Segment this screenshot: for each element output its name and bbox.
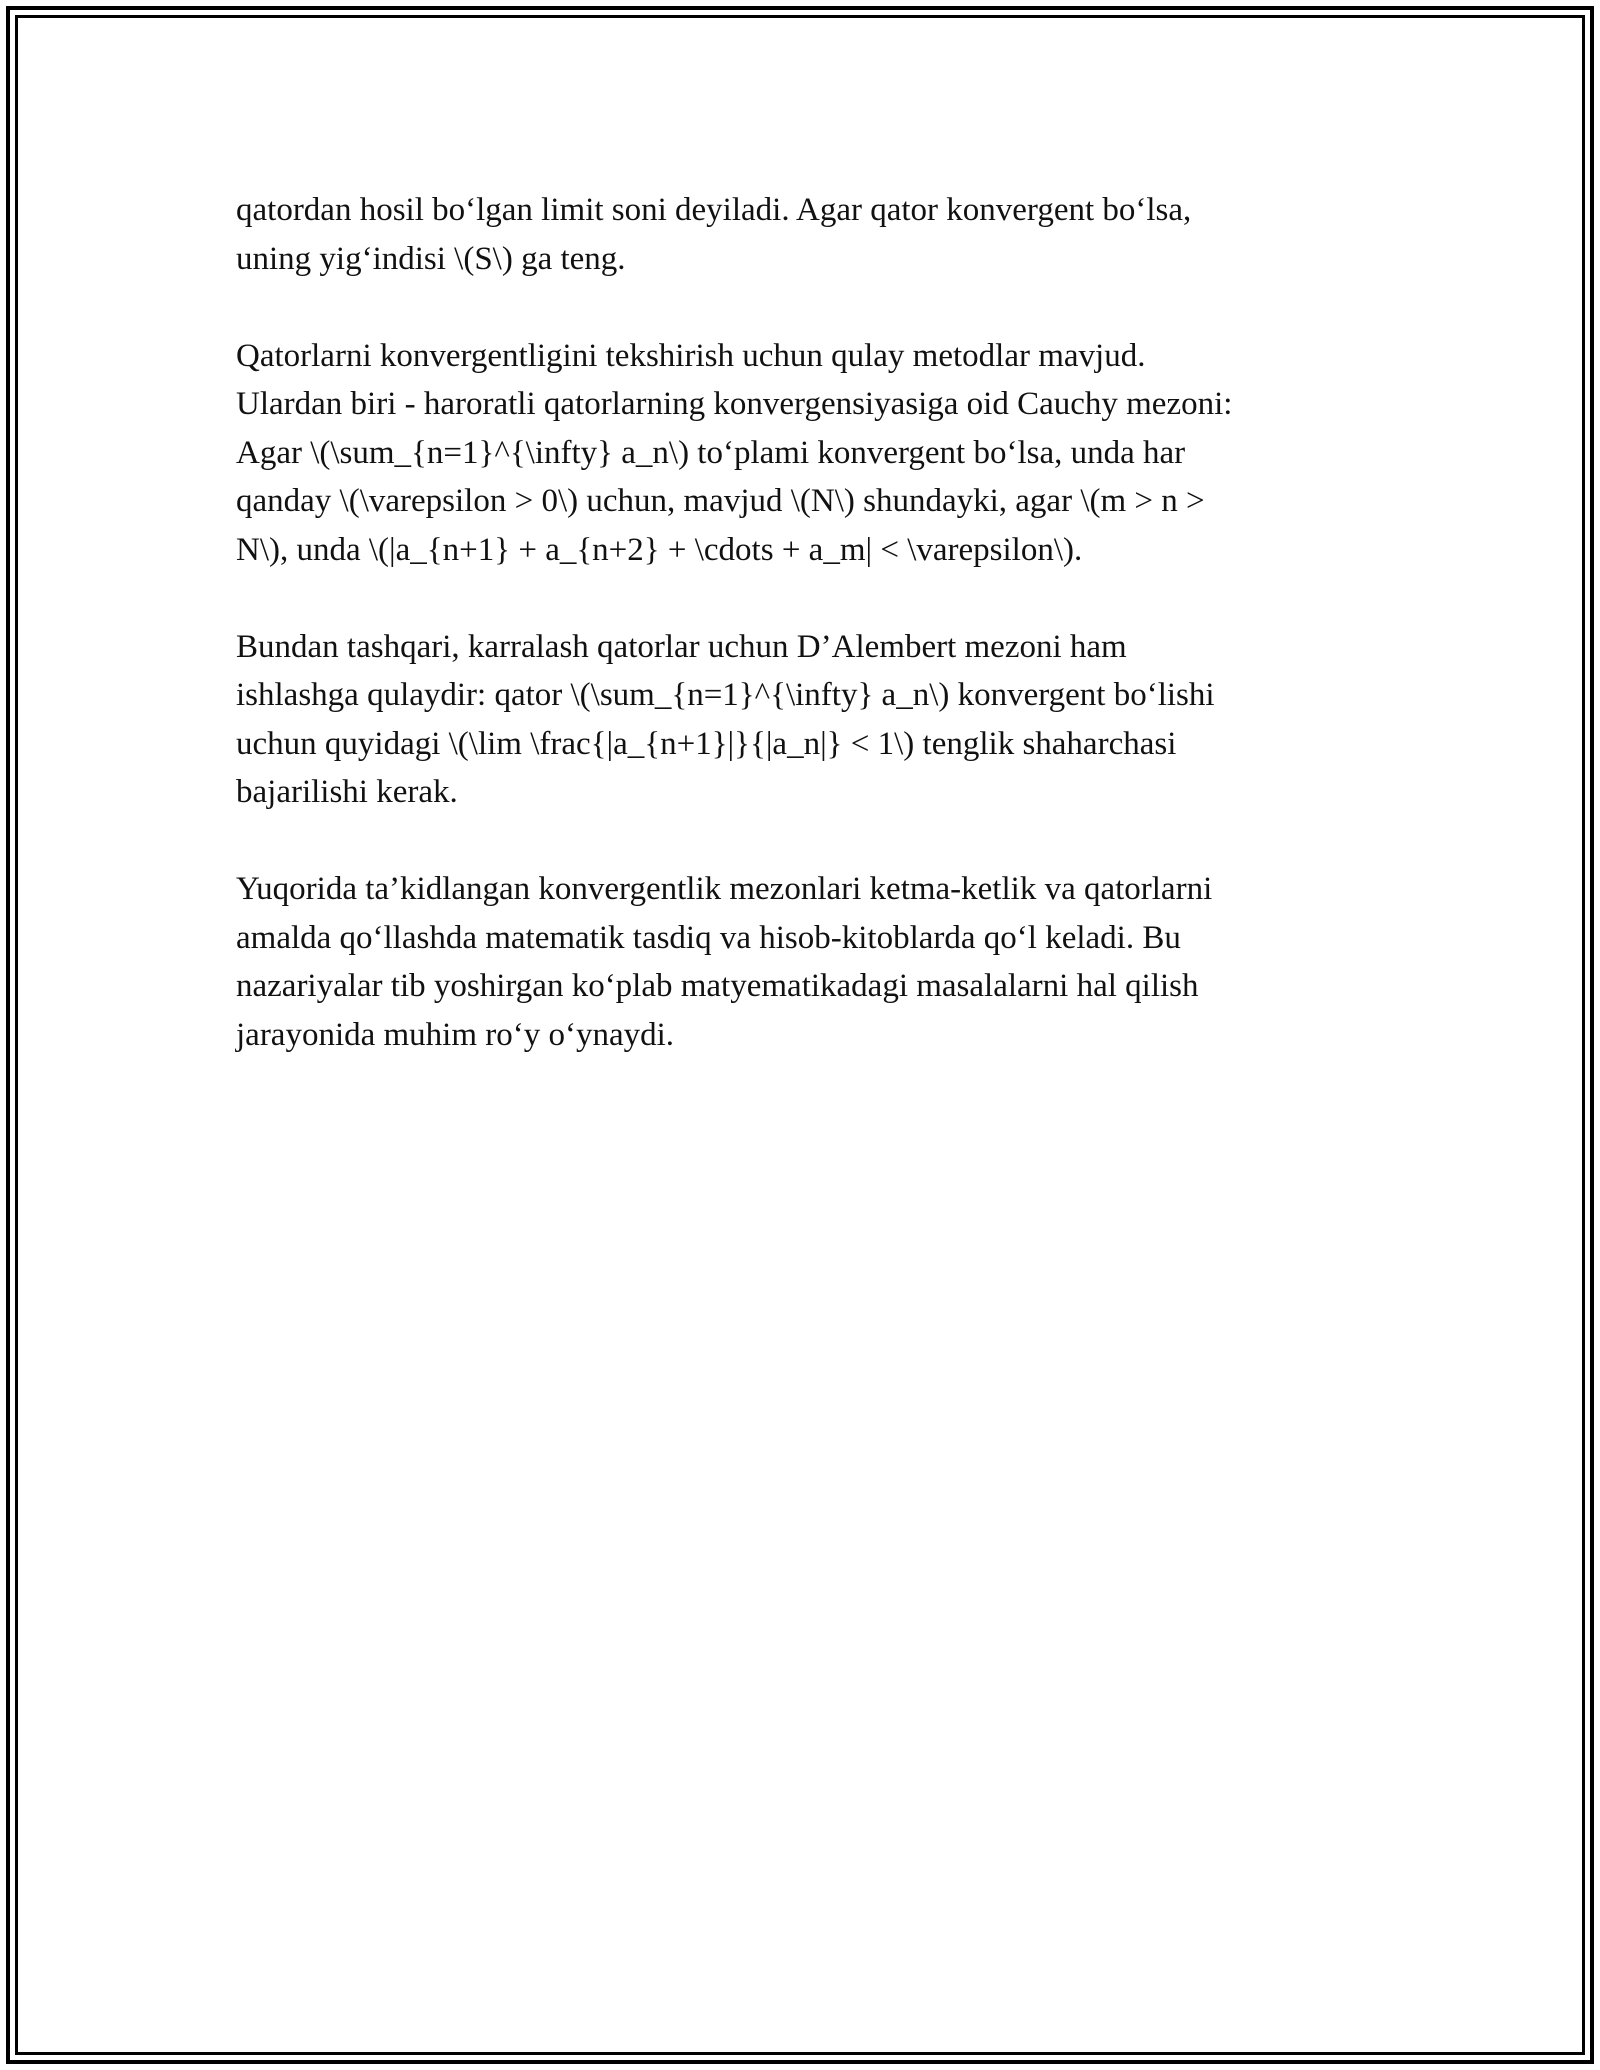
- text-line: Agar \(\sum_{n=1}^{\infty} a_n\) to‘plami konvergent bo‘lsa, unda har: [236, 434, 1186, 471]
- text-line: Ulardan biri - haroratli qatorlarning konvergensiyasiga oid Cauchy mezoni:: [236, 386, 1233, 422]
- document-body: [236, 186, 1366, 1108]
- text-line: jarayonida muhim ro‘y o‘ynaydi.: [236, 1016, 675, 1053]
- paragraph-series-limit: [236, 186, 1366, 283]
- paragraph-conclusion: [236, 865, 1366, 1059]
- text-line: ishlashga qulaydir: qator \(\sum_{n=1}^{\infty} a_n\) konvergent bo‘lishi: [236, 677, 1215, 713]
- text-line: uchun quyidagi \(\lim \frac{|a_{n+1}|}{|a_n|} < 1\) tenglik shaharchasi: [236, 725, 1177, 762]
- paragraph-dalembert-criterion: [236, 623, 1366, 817]
- paragraph-cauchy-criterion: [236, 332, 1366, 575]
- text-line: qanday \(\varepsilon > 0\) uchun, mavjud \(N\) shundayki, agar \(m > n >: [236, 483, 1205, 519]
- text-line: bajarilishi kerak.: [236, 774, 458, 810]
- text-line: nazariyalar tib yoshirgan ko‘plab matyematikadagi masalalarni hal qilish: [236, 968, 1199, 1004]
- text-line: Qatorlarni konvergentligini tekshirish uchun qulay metodlar mavjud.: [236, 337, 1146, 374]
- text-line: Bundan tashqari, karralash qatorlar uchun D’Alembert mezoni ham: [236, 628, 1127, 665]
- text-line: N\), unda \(|a_{n+1} + a_{n+2} + \cdots + a_m| < \varepsilon\).: [236, 531, 1083, 568]
- text-line: amalda qo‘llashda matematik tasdiq va hisob-kitoblarda qo‘l keladi. Bu: [236, 919, 1181, 956]
- text-line: uning yig‘indisi \(S\) ga teng.: [236, 240, 626, 277]
- text-line: Yuqorida ta’kidlangan konvergentlik mezonlari ketma-ketlik va qatorlarni: [236, 871, 1213, 907]
- text-line: qatordan hosil bo‘lgan limit soni deyiladi. Agar qator konvergent bo‘lsa,: [236, 192, 1192, 228]
